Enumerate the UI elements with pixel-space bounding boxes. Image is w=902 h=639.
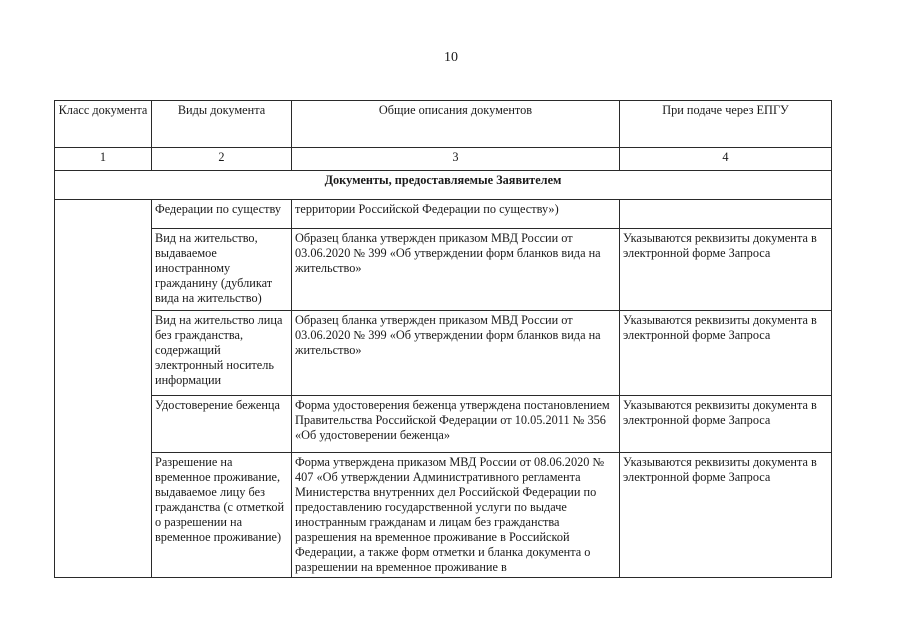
document-kind: Федерации по существу xyxy=(152,200,292,229)
document-description: Образец бланка утвержден приказом МВД России от 03.06.2020 № 399 «Об утверждении форм бланков вида на жительство» xyxy=(292,229,620,311)
column-number-4: 4 xyxy=(620,148,832,171)
epgu-instruction: Указываются реквизиты документа в электронной форме Запроса xyxy=(620,311,832,396)
document-description: территории Российской Федерации по существу») xyxy=(292,200,620,229)
documents-table xyxy=(54,100,832,578)
document-description: Форма удостоверения беженца утверждена постановлением Правительства Российской Федерации от 10.05.2011 № 356 «Об удостоверении беженца» xyxy=(292,396,620,453)
table-row xyxy=(55,229,832,311)
section-row xyxy=(55,171,832,200)
header-document-class: Класс документа xyxy=(55,101,152,148)
document-description: Форма утверждена приказом МВД России от 08.06.2020 № 407 «Об утверждении Административного регламента Министерства внутренних дел Российской Федерации по предоставлению государственной услуги по выдаче иностранным гражданам и лицам без гражданства разрешения на временное проживание в Российской Федерации, а также форм отметки и бланка документа о разрешении на временное проживание в xyxy=(292,453,620,578)
table-row xyxy=(55,453,832,578)
epgu-instruction: Указываются реквизиты документа в электронной форме Запроса xyxy=(620,229,832,311)
page-number: 10 xyxy=(444,50,458,65)
document-kind: Вид на жительство лица без гражданства, содержащий электронный носитель информации xyxy=(152,311,292,396)
column-number-3: 3 xyxy=(292,148,620,171)
column-number-2: 2 xyxy=(152,148,292,171)
header-epgu-submission: При подаче через ЕПГУ xyxy=(620,101,832,148)
epgu-instruction: Указываются реквизиты документа в электронной форме Запроса xyxy=(620,396,832,453)
document-description: Образец бланка утвержден приказом МВД России от 03.06.2020 № 399 «Об утверждении форм бланков вида на жительство» xyxy=(292,311,620,396)
epgu-instruction: Указываются реквизиты документа в электронной форме Запроса xyxy=(620,453,832,578)
epgu-instruction xyxy=(620,200,832,229)
column-number-1: 1 xyxy=(55,148,152,171)
document-class-cell xyxy=(55,200,152,578)
table-row xyxy=(55,200,832,229)
document-kind: Удостоверение беженца xyxy=(152,396,292,453)
column-number-row xyxy=(55,148,832,171)
table-row xyxy=(55,311,832,396)
table-row xyxy=(55,396,832,453)
header-document-descriptions: Общие описания документов xyxy=(292,101,620,148)
document-kind: Разрешение на временное проживание, выдаваемое лицу без гражданства (с отметкой о разрешении на временное проживание) xyxy=(152,453,292,578)
header-document-kinds: Виды документа xyxy=(152,101,292,148)
table-header-row xyxy=(55,101,832,148)
section-title: Документы, предоставляемые Заявителем xyxy=(55,171,832,200)
document-kind: Вид на жительство, выдаваемое иностранному гражданину (дубликат вида на жительство) xyxy=(152,229,292,311)
